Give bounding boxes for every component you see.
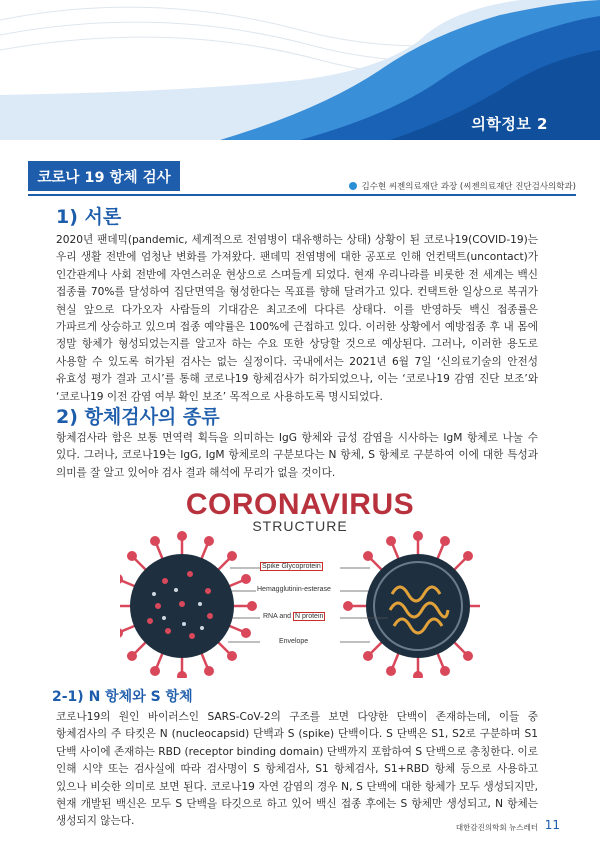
section-paragraph-antibody-types: 항체검사라 함은 보통 면역력 획득을 의미하는 IgG 항체와 급성 감염을 시사하는 IgM 항체로 나눌 수 있다. 그러나, 코로나19는 IgG, IgM 항체로의 구분보다는 N 항체, S 항체로 구분하여 이에 대한 특성과 의미를 잘 알고 있어야 검사 결과 해석에 무리가 없을 것이다. <box>56 432 538 479</box>
author-text: 김수현 씨젠의료재단 과장 (씨젠의료재단 진단검사의학과) <box>361 182 576 192</box>
title-divider <box>28 194 576 196</box>
author-line <box>349 180 576 192</box>
label-envelope: Envelope <box>279 638 309 645</box>
section-heading-antibody-types: 2) 항체검사의 종류 <box>56 406 220 428</box>
label-hemagglutinin-esterase: Hemagglutinin-esterase <box>257 586 331 593</box>
section-paragraph-intro: 2020년 팬데믹(pandemic, 세계적으로 전염병이 대유행하는 상태) 상황이 된 코로나19(COVID-19)는 우리 생활 전반에 엄청난 변화를 가져왔다. 팬데믹 전염병에 대한 공포로 인해 언컨택트(uncontact)가 인간관계나 사회 전반에 자연스러운 현상으로 스며들게 되었다. 현재 우리나라를 비롯한 전 세계는 백신 접종률 70%를 달성하여 집단면역을 형성한다는 목표를 향해 달려가고 있다. 컨택트한 일상으로 복귀가 현실 앞으로 다가오자 사람들의 기대감은 최고조에 다다른 상태다. 이를 반영하듯 백신 접종률은 가파르게 상승하고 있으며 접종 예약률은 100%에 근접하고 있다. 이러한 상황에서 예방접종 후 내 몸에 정말 항체가 형성되었는지를 알고자 하는 수요 또한 상당할 것으로 예상된다. 그러나, 이러한 용도로 사용할 수 있도록 허가된 검사는 없는 실정이다. 국내에서는 2021년 6월 7일 ‘신의료기술의 안전성 유효성 평가 결과 고시’를 통해 코로나19 항체검사가 허가되었으나, 이는 ‘코로나19 감염 진단 보조’와 ‘코로나19 이전 감염 여부 확인 보조’ 목적으로 사용하도록 명시되었다. <box>56 234 538 403</box>
label-rna-n-protein <box>262 613 326 620</box>
bullet-dot-icon <box>349 182 357 190</box>
virus-cross-section-icon <box>343 531 480 678</box>
footer-publication: 대한감진의학회 뉴스레터 <box>455 823 538 832</box>
section-paragraph-n-s-antibody: 코로나19의 원인 바이러스인 SARS-CoV-2의 구조를 보면 다양한 단백이 존재하는데, 이들 중 항체검사의 주 타킷은 N (nucleocapsid) 단백과 S (spike) 단백이다. S 단백은 S1, S2로 구분하며 S1 단백 사이에 존재하는 RBD (receptor binding domain) 단백까지 포함하여 S 단백으로 총칭한다. 이로 인해 시약 또는 검사실에 따라 검사명이 S 항체검사, S1 항체검사, S1+RBD 항체 등으로 사용하고 있으나 비슷한 의미로 보면 된다. 코로나19 자연 감염의 경우 N, S 단백에 대한 항체가 모두 생성되지만, 현재 개발된 백신은 모두 S 단백을 타깃으로 하고 있어 백신 접종 후에는 S 항체만 생성되고, N 항체는 생성되지 않는다. <box>56 711 538 828</box>
label-n-protein: N protein <box>294 613 324 620</box>
section-label: 의학정보 2 <box>471 115 548 133</box>
article-title: 코로나 19 항체 검사 <box>28 161 180 191</box>
figure-title: CORONAVIRUS <box>185 488 415 521</box>
label-rna-prefix: RNA and <box>263 613 292 620</box>
section-heading-n-s-antibody: 2-1) N 항체와 S 항체 <box>52 689 193 705</box>
label-spike-glycoprotein: Spike Glycoprotein <box>262 563 321 570</box>
figure-subtitle: STRUCTURE <box>252 518 348 534</box>
virus-exterior-icon <box>120 531 257 678</box>
page-number: 11 <box>544 818 560 832</box>
section-heading-intro: 1) 서론 <box>56 206 122 228</box>
